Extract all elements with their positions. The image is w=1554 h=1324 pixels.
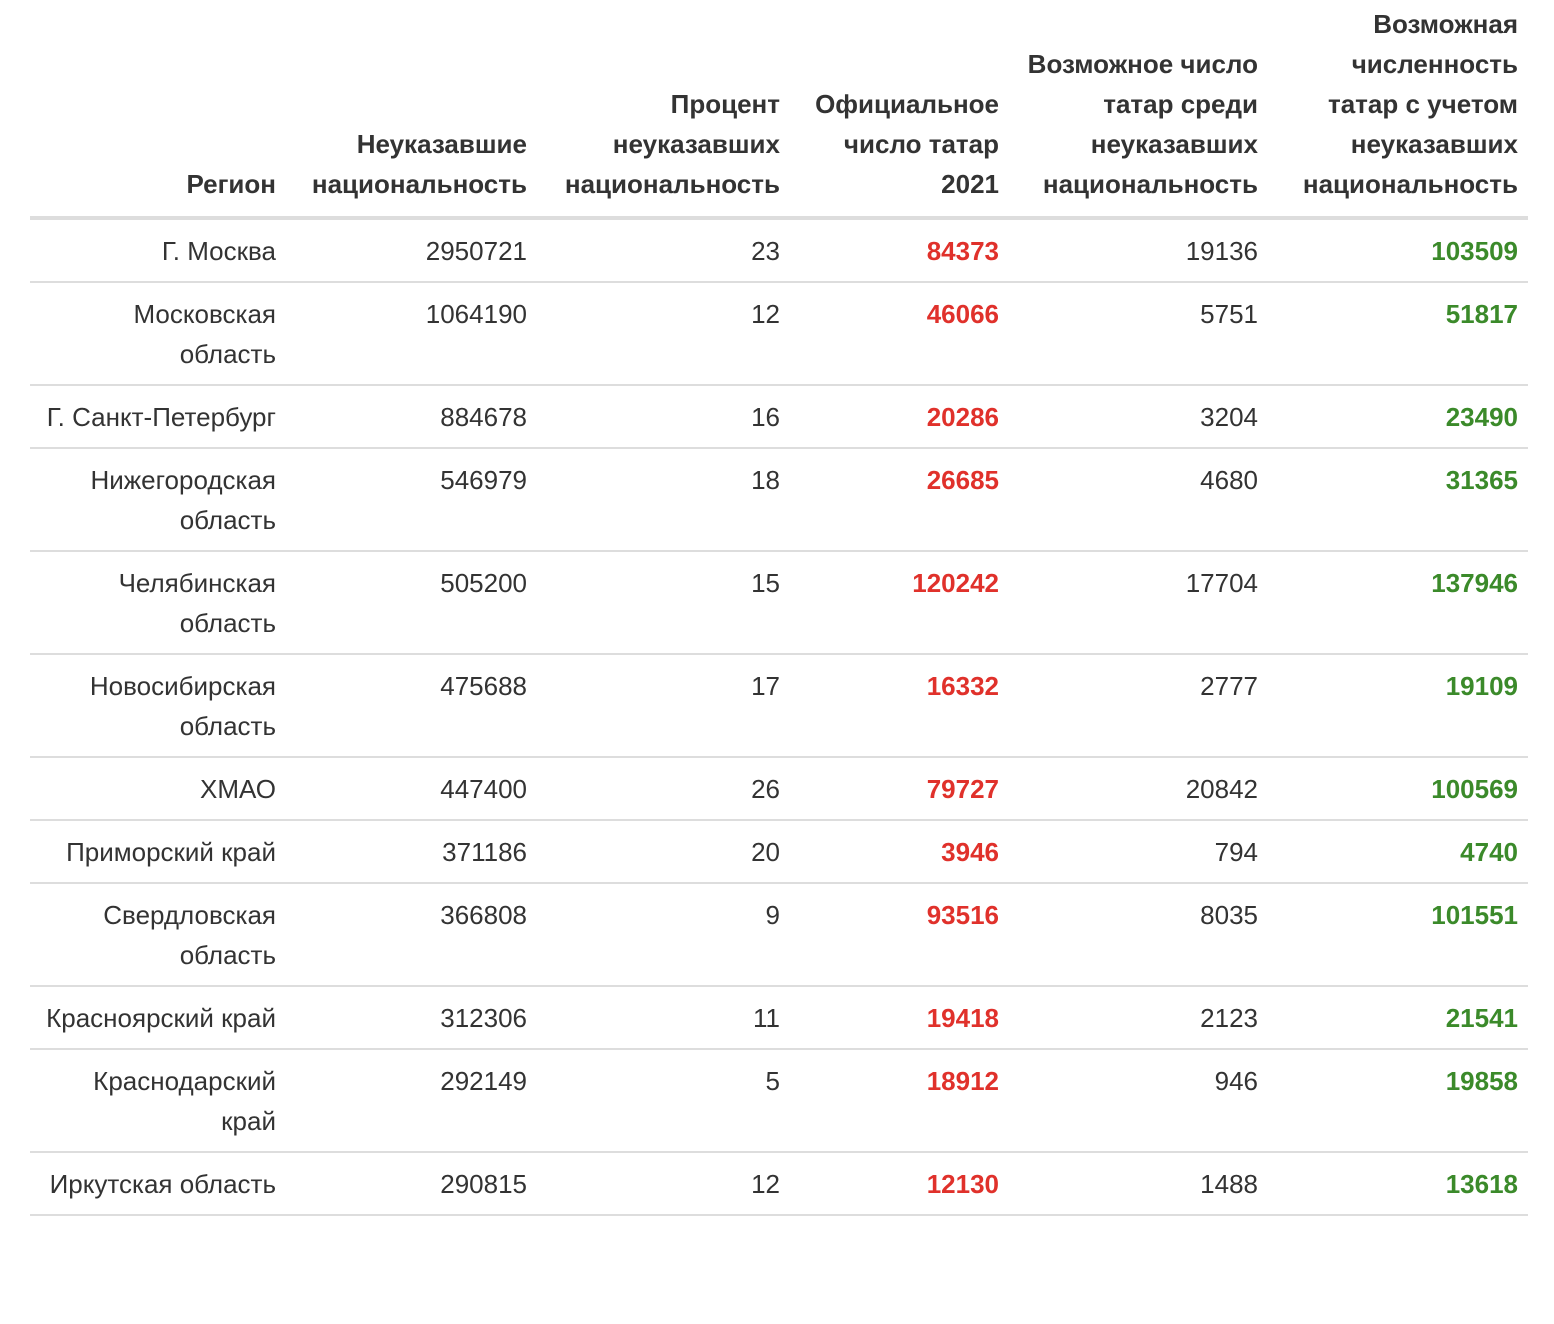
cell-official-tatars: 18912 [790, 1049, 1009, 1152]
cell-official-tatars: 19418 [790, 986, 1009, 1049]
cell-region: Приморский край [30, 820, 286, 883]
cell-possible-total: 23490 [1268, 385, 1528, 448]
cell-unspecified: 475688 [286, 654, 537, 757]
cell-possible-tatars: 3204 [1009, 385, 1268, 448]
cell-unspecified-percent: 5 [537, 1049, 790, 1152]
table-header [30, 0, 1528, 218]
cell-official-tatars: 79727 [790, 757, 1009, 820]
cell-official-tatars: 26685 [790, 448, 1009, 551]
cell-possible-tatars: 1488 [1009, 1152, 1268, 1215]
cell-unspecified-percent: 12 [537, 282, 790, 385]
cell-official-tatars: 20286 [790, 385, 1009, 448]
table-row [30, 551, 1528, 654]
cell-unspecified: 312306 [286, 986, 537, 1049]
table-row [30, 1049, 1528, 1152]
cell-unspecified-percent: 15 [537, 551, 790, 654]
tatar-census-table [30, 0, 1528, 1216]
cell-region: Московская область [30, 282, 286, 385]
cell-possible-total: 101551 [1268, 883, 1528, 986]
header-row [30, 0, 1528, 218]
cell-official-tatars: 16332 [790, 654, 1009, 757]
cell-official-tatars: 93516 [790, 883, 1009, 986]
cell-region: Новосибирская область [30, 654, 286, 757]
header-region: Регион [30, 0, 286, 218]
cell-unspecified: 290815 [286, 1152, 537, 1215]
cell-possible-tatars: 2123 [1009, 986, 1268, 1049]
table-row [30, 385, 1528, 448]
cell-unspecified-percent: 20 [537, 820, 790, 883]
cell-region: Свердловская область [30, 883, 286, 986]
cell-possible-tatars: 5751 [1009, 282, 1268, 385]
table-row [30, 883, 1528, 986]
table-row [30, 820, 1528, 883]
cell-unspecified: 546979 [286, 448, 537, 551]
table-row [30, 448, 1528, 551]
cell-unspecified-percent: 11 [537, 986, 790, 1049]
cell-unspecified: 371186 [286, 820, 537, 883]
cell-possible-total: 21541 [1268, 986, 1528, 1049]
cell-region: Иркутская область [30, 1152, 286, 1215]
cell-region: Г. Санкт-Петербург [30, 385, 286, 448]
cell-region: Красноярский край [30, 986, 286, 1049]
header-official-tatars: Официальное число татар 2021 [790, 0, 1009, 218]
header-unspecified-percent: Процент неуказавших национальность [537, 0, 790, 218]
cell-unspecified-percent: 16 [537, 385, 790, 448]
cell-unspecified: 292149 [286, 1049, 537, 1152]
cell-possible-tatars: 2777 [1009, 654, 1268, 757]
cell-possible-tatars: 8035 [1009, 883, 1268, 986]
cell-possible-total: 19858 [1268, 1049, 1528, 1152]
cell-region: Челябинская область [30, 551, 286, 654]
header-possible-tatars-unspecified: Возможное число татар среди неуказавших национальность [1009, 0, 1268, 218]
table-body [30, 218, 1528, 1215]
cell-possible-tatars: 4680 [1009, 448, 1268, 551]
cell-unspecified-percent: 9 [537, 883, 790, 986]
cell-unspecified: 1064190 [286, 282, 537, 385]
cell-unspecified: 447400 [286, 757, 537, 820]
cell-possible-total: 4740 [1268, 820, 1528, 883]
cell-possible-tatars: 20842 [1009, 757, 1268, 820]
cell-possible-total: 13618 [1268, 1152, 1528, 1215]
cell-official-tatars: 46066 [790, 282, 1009, 385]
table-row [30, 218, 1528, 282]
cell-unspecified-percent: 18 [537, 448, 790, 551]
cell-possible-tatars: 946 [1009, 1049, 1268, 1152]
cell-region: Г. Москва [30, 218, 286, 282]
cell-official-tatars: 84373 [790, 218, 1009, 282]
cell-possible-total: 100569 [1268, 757, 1528, 820]
cell-unspecified-percent: 12 [537, 1152, 790, 1215]
header-unspecified: Неуказавшие национальность [286, 0, 537, 218]
cell-unspecified-percent: 23 [537, 218, 790, 282]
cell-possible-total: 31365 [1268, 448, 1528, 551]
table-row [30, 1152, 1528, 1215]
table-row [30, 654, 1528, 757]
cell-possible-total: 137946 [1268, 551, 1528, 654]
cell-possible-tatars: 794 [1009, 820, 1268, 883]
cell-possible-total: 19109 [1268, 654, 1528, 757]
header-possible-total-tatars: Возможная численность татар с учетом неуказавших национальность [1268, 0, 1528, 218]
cell-unspecified: 884678 [286, 385, 537, 448]
table-row [30, 757, 1528, 820]
cell-official-tatars: 120242 [790, 551, 1009, 654]
cell-possible-tatars: 19136 [1009, 218, 1268, 282]
cell-unspecified: 505200 [286, 551, 537, 654]
cell-region: Нижегородская область [30, 448, 286, 551]
cell-region: Краснодарский край [30, 1049, 286, 1152]
cell-unspecified-percent: 26 [537, 757, 790, 820]
cell-possible-total: 51817 [1268, 282, 1528, 385]
table-row [30, 986, 1528, 1049]
cell-unspecified: 366808 [286, 883, 537, 986]
cell-official-tatars: 12130 [790, 1152, 1009, 1215]
cell-region: ХМАО [30, 757, 286, 820]
cell-official-tatars: 3946 [790, 820, 1009, 883]
table-row [30, 282, 1528, 385]
cell-possible-total: 103509 [1268, 218, 1528, 282]
cell-unspecified: 2950721 [286, 218, 537, 282]
cell-unspecified-percent: 17 [537, 654, 790, 757]
cell-possible-tatars: 17704 [1009, 551, 1268, 654]
